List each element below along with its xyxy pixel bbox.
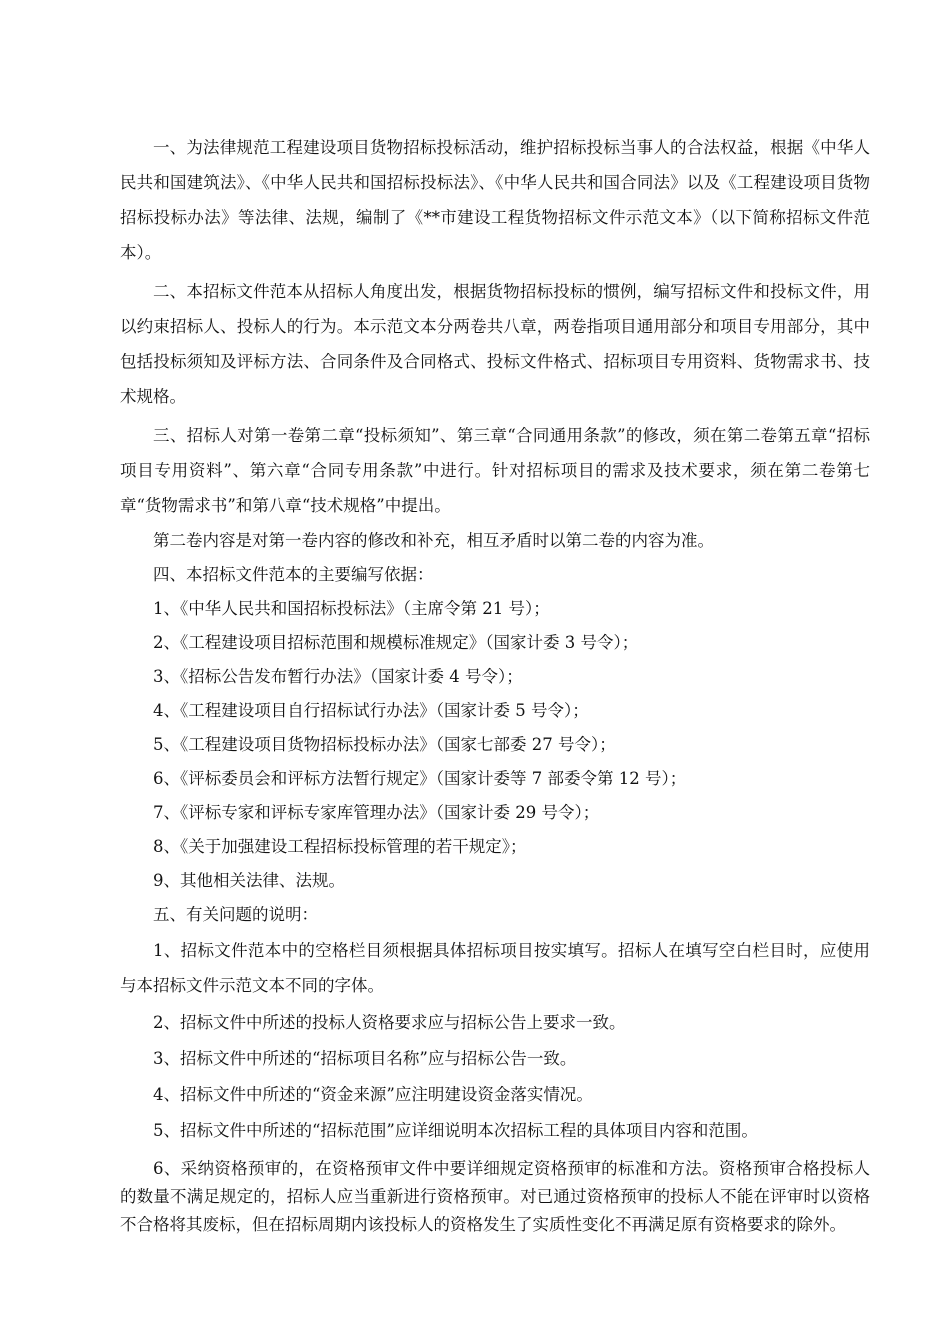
note-3: 3、招标文件中所述的“招标项目名称”应与招标公告一致。 xyxy=(153,1049,577,1068)
note-6: 6、采纳资格预审的，在资格预审文件中要详细规定资格预审的标准和方法。资格预审合格投标人的数量不满足规定的，招标人应当重新进行资格预审。对已通过资格预审的投标人不能在评审时以资格不合格将其废标，但在招标周期内该投标人的资格发生了实质性变化不再满足原有资格要求的除外。 xyxy=(120,1159,870,1234)
list-item-3: 3、《招标公告发布暂行办法》（国家计委 4 号令）； xyxy=(153,667,523,686)
note-2: 2、招标文件中所述的投标人资格要求应与招标公告上要求一致。 xyxy=(153,1013,626,1032)
list-item-8: 8、《关于加强建设工程招标投标管理的若干规定》； xyxy=(153,837,527,856)
note-5: 5、招标文件中所述的“招标范围”应详细说明本次招标工程的具体项目内容和范围。 xyxy=(153,1121,758,1140)
list-item-4: 4、《工程建设项目自行招标试行办法》（国家计委 5 号令）； xyxy=(153,701,589,720)
list-item-9: 9、其他相关法律、法规。 xyxy=(153,871,345,890)
document-body xyxy=(120,130,870,1239)
paragraph-2: 二、本招标文件范本从招标人角度出发，根据货物招标投标的惯例，编写招标文件和投标文件，用以约束招标人、投标人的行为。本示范文本分两卷共八章，两卷指项目通用部分和项目专用部分，其中包括投标须知及评标方法、合同条件及合同格式、投标文件格式、招标项目专用资料、货物需求书、技术规格。 xyxy=(120,282,870,406)
paragraph-1: 一、为法律规范工程建设项目货物招标投标活动，维护招标投标当事人的合法权益，根据《中华人民共和国建筑法》、《中华人民共和国招标投标法》、《中华人民共和国合同法》以及《工程建设项目货物招标投标办法》等法律、法规，编制了《**市建设工程货物招标文件示范文本》（以下简称招标文件范本）。 xyxy=(120,138,870,262)
paragraph-5: 四、本招标文件范本的主要编写依据： xyxy=(153,565,434,584)
note-4: 4、招标文件中所述的“资金来源”应注明建设资金落实情况。 xyxy=(153,1085,593,1104)
list-item-5: 5、《工程建设项目货物招标投标办法》（国家七部委 27 号令）； xyxy=(153,735,616,754)
list-item-6: 6、《评标委员会和评标方法暂行规定》（国家计委等 7 部委令第 12 号）； xyxy=(153,769,687,788)
paragraph-3: 三、招标人对第一卷第二章“投标须知”、第三章“合同通用条款”的修改，须在第二卷第五章“招标项目专用资料”、第六章“合同专用条款”中进行。针对招标项目的需求及技术要求，须在第二卷第七章“货物需求书”和第八章“技术规格”中提出。 xyxy=(120,426,870,515)
section-5-heading: 五、有关问题的说明： xyxy=(153,905,318,924)
note-1: 1、招标文件范本中的空格栏目须根据具体招标项目按实填写。招标人在填写空白栏目时，应使用与本招标文件示范文本不同的字体。 xyxy=(120,941,870,995)
list-item-1: 1、《中华人民共和国招标投标法》（主席令第 21 号）； xyxy=(153,599,550,618)
list-item-2: 2、《工程建设项目招标范围和规模标准规定》（国家计委 3 号令）； xyxy=(153,633,639,652)
list-item-7: 7、《评标专家和评标专家库管理办法》（国家计委 29 号令）； xyxy=(153,803,600,822)
paragraph-4: 第二卷内容是对第一卷内容的修改和补充，相互矛盾时以第二卷的内容为准。 xyxy=(153,531,714,550)
